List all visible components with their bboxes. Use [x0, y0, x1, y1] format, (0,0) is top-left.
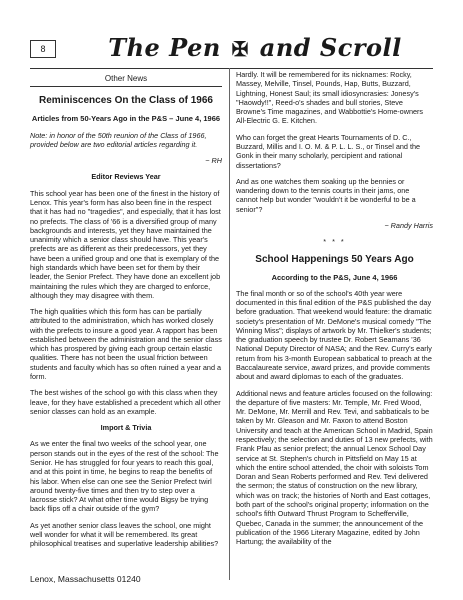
- masthead-title-right: and Scroll: [259, 33, 402, 62]
- paragraph: And as one watches them soaking up the bennies or wandering down to the tennis courts in their jams, one cannot help but wonder "wouldn't it be wonderful to be a senior"?: [236, 176, 416, 214]
- section-label: Other News: [30, 74, 222, 87]
- paragraph: Additional news and feature articles focused on the following: the departure of five masters: Mr. Temple, Mr. Fred Wood, Mr. DeMone, Mr. Merrill and Rev. Tevi, and sabbaticals to be taken by Mr. Gleason and Mr. Faxon to attend Boston University and teach at the American School in Madrid, Spain respectively; the selection and duties of 13 new prefects, with Frank Pfau as senior prefect; the annual Lenox School Day service at St. Stephen's church in Pittsfield on May 15 at which the entire school attended, the choir with soloists Tom Doran and Sean Roberts performed and Rev. Tevi delivered the sermon; the status of construction on the new library, which was on track; the histories of North and East cottages, both part of the school's original property; information on the school's fifth Outward Thrust Program to Schefferville, Quebec, Canada in the summer; the announcement of the publication of the 1966 Literary Magazine, edited by John Hartung; the availability of the: [236, 388, 433, 547]
- article-subheadline: According to the P&S, June 4, 1966: [271, 272, 398, 282]
- header-rule: [30, 68, 433, 69]
- paragraph: As we enter the final two weeks of the school year, one person stands out in the eyes of the rest of the school: The Senior. He has struggled for four years to reach this goal, and at this point in time, he begins to reap the benefits of his labor. When else can one see the Senior Prefect twirl around twenty-five times and then try to step over a lacrosse stick? At what other time would Bigsy be trying back flips off a chair outside of the gym?: [30, 439, 219, 514]
- masthead: [60, 30, 450, 66]
- import-trivia-title: Import & Trivia: [100, 423, 152, 433]
- left-column: [30, 70, 222, 556]
- paragraph: This school year has been one of the finest in the history of Lenox. This year's form has also been fine in the respect that it has had no "tragedies", and especially, that it has lost no prefects. The class of '66 is a diversified group of many backgrounds and interests, yet they have maintained the unanimity which a senior class should have. This year's prefects are as different as their predecessors, yet they have been a unified group and one that is exemplary of the high standards which have been set for them by their leader, the Senior Prefect. They have done an excellent job maintaining the rules which they are charged to enforce, although they may disagree with them.: [30, 188, 221, 300]
- editor-review-title: Editor Reviews Year: [91, 172, 161, 182]
- paragraph: The best wishes of the school go with this class when they leave, for they have established a precedent which all other senior classes can hold as an example.: [30, 388, 221, 416]
- paragraph: As yet another senior class leaves the school, one might well wonder for what it will be remembered. Its great philosophical treatises and superlative leadership abilities?: [30, 520, 219, 549]
- right-column: [236, 70, 433, 553]
- article-subheadline: Articles from 50-Years Ago in the P&S – June 4, 1966: [31, 114, 221, 124]
- footer-location: Lenox, Massachusetts 01240: [30, 574, 141, 584]
- editorial-note: Note: in honor of the 50th reunion of the Class of 1966, provided below are two editorial articles regarding it.: [30, 130, 207, 149]
- paragraph: The high qualities which this form has can be partially attributed to the administration, which has worked closely with the prefects to insure a good year. A rapport has been established between the administration and the senior class which has prospered by giving each group certain elastic qualities. There has not been the usual friction between students and faculty which has so often ruined a year and a form.: [30, 307, 222, 382]
- paragraph: Hardly. It will be remembered for its nicknames: Rocky, Massey, Melville, Tinsel, Pounds, Hap, Butts, Buzzard, Lightning, Honest Saul; its small idiosyncrasies: Jonesy's "Haowdy!!", Reed-o's shades and bull stories, Steve Browne's Time magazines, and Wabbottie's Home-owners All-Electric G. E. Kitchen.: [236, 70, 424, 126]
- column-divider: [229, 68, 230, 580]
- paragraph: The final month or so of the school's 40th year were documented in this final edition of the P&S published the day before graduation. That weekend would feature: the dramatic society's presentation of Mr. DeMone's musical comedy "The Winning Miss"; displays of artwork by Mr. Thielker's students; the graduation speech by trustee Dr. Robert Seamans '36 National Deputy Director of NASA; and the Rev. Curry's early return from his 3-month European sabbatical to preach at the Baccalaureate service, award prizes, and provide comments about and award diplomas to each of the graduates.: [236, 288, 432, 382]
- section-separator: * * *: [323, 237, 346, 247]
- page-number: 8: [30, 40, 56, 58]
- crest-icon: ✠: [231, 37, 249, 61]
- paragraph: Who can forget the great Hearts Tournaments of D. C., Buzzard, Millis and I. O. M. & P. L. L. S., or Tinsel and the Gonk in their many scholarly, percipient and rational dissertations?: [236, 132, 421, 170]
- article-headline: Reminiscences On the Class of 1966: [39, 95, 213, 107]
- author-signature: ~ Randy Harris: [384, 220, 433, 230]
- note-signature: ~ RH: [205, 156, 222, 166]
- masthead-title-left: The Pen: [108, 33, 221, 62]
- article-headline: School Happenings 50 Years Ago: [255, 253, 414, 265]
